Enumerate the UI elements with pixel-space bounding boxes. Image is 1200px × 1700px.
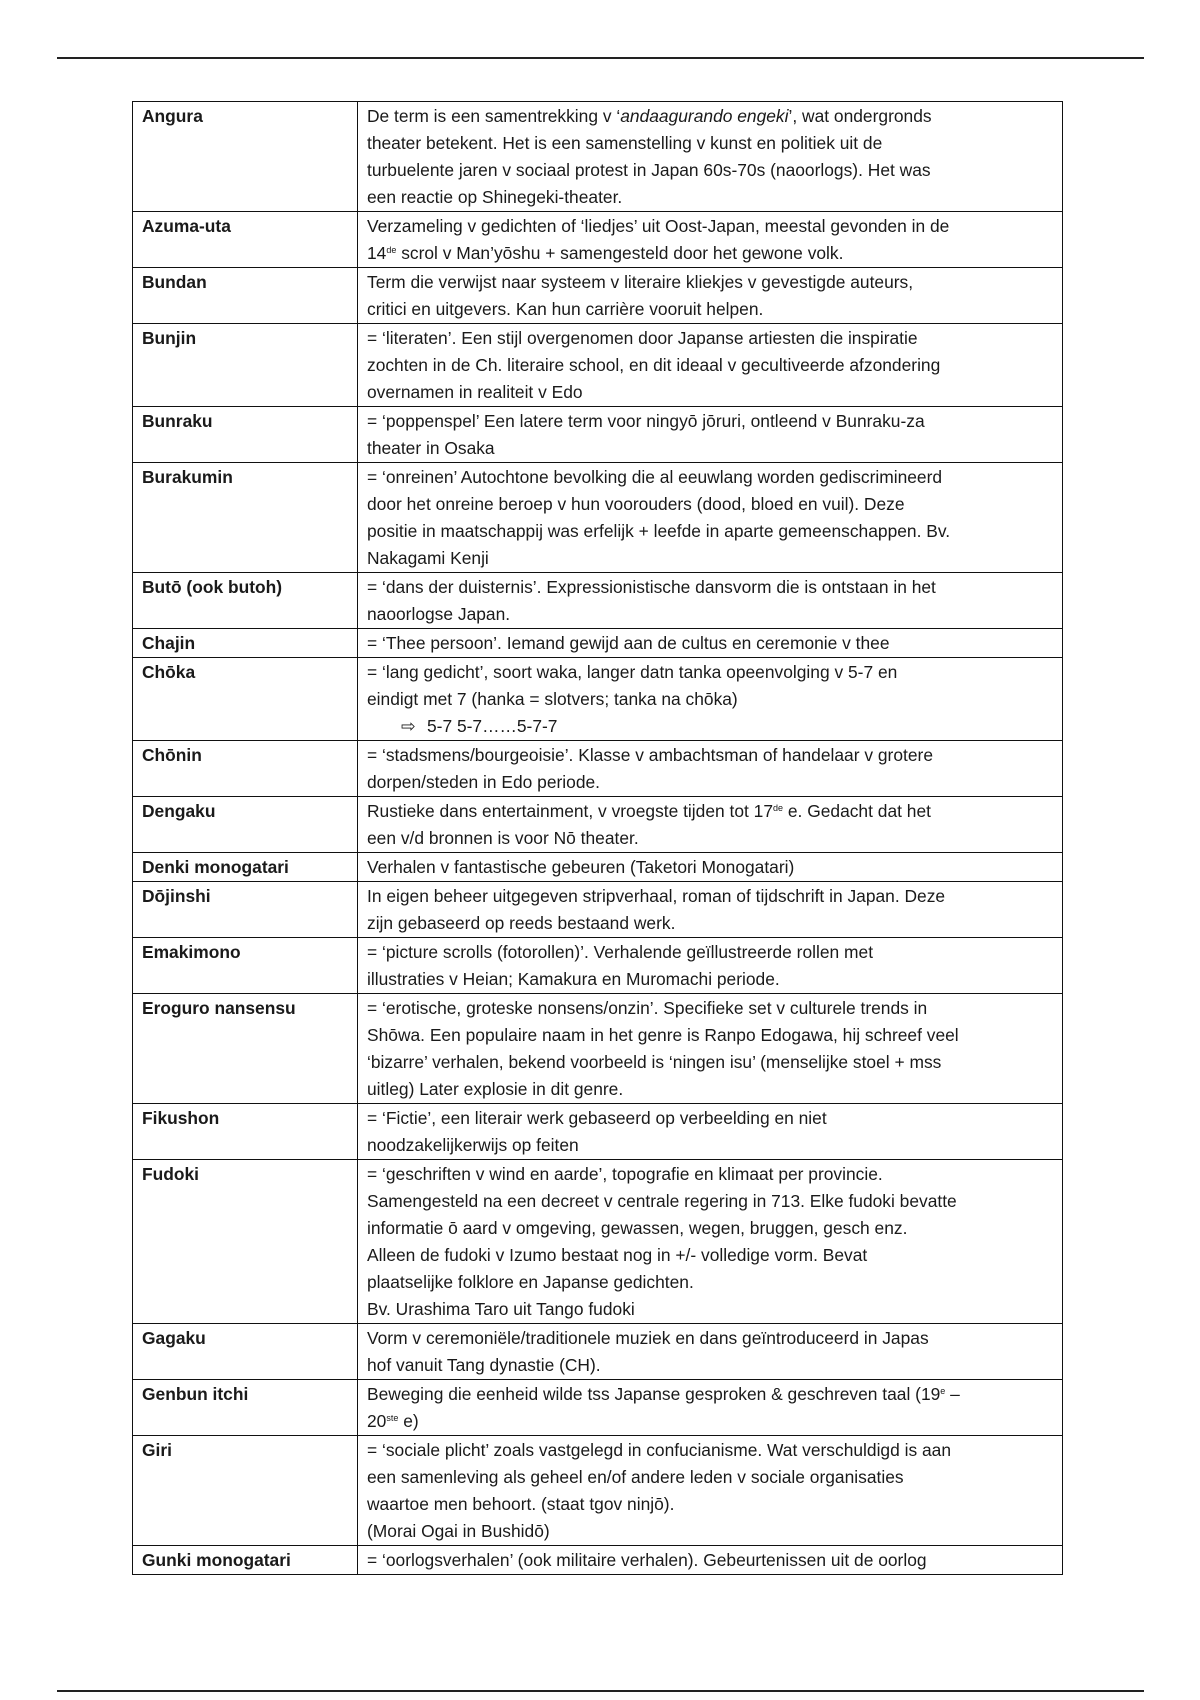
- definition-line: [367, 742, 1053, 769]
- glossary-term: Gunki monogatari: [133, 1546, 358, 1575]
- text-run: = ‘Thee persoon’. Iemand gewijd aan de cultus en ceremonie v thee: [367, 633, 890, 653]
- definition-line: [367, 1325, 1053, 1352]
- glossary-definition: [358, 102, 1063, 212]
- definition-line: [367, 1132, 1053, 1159]
- definition-line: [367, 213, 1053, 240]
- definition-line: [367, 1188, 1053, 1215]
- glossary-row: [133, 882, 1063, 938]
- glossary-definition: [358, 212, 1063, 268]
- glossary-definition: [358, 797, 1063, 853]
- text-run: zochten in de Ch. literaire school, en dit ideaal v gecultiveerde afzondering: [367, 355, 941, 375]
- text-run: uitleg) Later explosie in dit genre.: [367, 1079, 624, 1099]
- definition-line: [367, 240, 1053, 267]
- text-run: hof vanuit Tang dynastie (CH).: [367, 1355, 601, 1375]
- definition-line: [367, 825, 1053, 852]
- glossary-row: [133, 212, 1063, 268]
- text-run: = ‘picture scrolls (fotorollen)’. Verhalende geïllustreerde rollen met: [367, 942, 874, 962]
- glossary-term: Butō (ook butoh): [133, 573, 358, 629]
- glossary-definition: [358, 407, 1063, 463]
- definition-line: [367, 910, 1053, 937]
- glossary-definition: [358, 741, 1063, 797]
- definition-line: [367, 1464, 1053, 1491]
- text-run: theater betekent. Het is een samenstelling v kunst en politiek uit de: [367, 133, 883, 153]
- glossary-definition: [358, 658, 1063, 741]
- glossary-row: [133, 324, 1063, 407]
- definition-line: [367, 769, 1053, 796]
- ordinal-suffix: ste: [386, 1413, 399, 1423]
- definition-line: [367, 1049, 1053, 1076]
- glossary-term: Emakimono: [133, 938, 358, 994]
- definition-line: [367, 686, 1053, 713]
- text-run: = ‘geschriften v wind en aarde’, topografie en klimaat per provincie.: [367, 1164, 883, 1184]
- glossary-row: [133, 853, 1063, 882]
- definition-line: [367, 103, 1053, 130]
- definition-line: [367, 1105, 1053, 1132]
- glossary-term: Denki monogatari: [133, 853, 358, 882]
- text-run: noodzakelijkerwijs op feiten: [367, 1135, 579, 1155]
- glossary-row: [133, 938, 1063, 994]
- text-run: Nakagami Kenji: [367, 548, 489, 568]
- glossary-term: Bundan: [133, 268, 358, 324]
- definition-line: [367, 1161, 1053, 1188]
- text-run: = ‘oorlogsverhalen’ (ook militaire verhalen). Gebeurtenissen uit de oorlog: [367, 1550, 927, 1570]
- definition-line: [367, 713, 1053, 740]
- glossary-row: [133, 1104, 1063, 1160]
- text-run: een reactie op Shinegeki-theater.: [367, 187, 623, 207]
- text-run: = ‘stadsmens/bourgeoisie’. Klasse v ambachtsman of handelaar v grotere: [367, 745, 933, 765]
- text-run: Term die verwijst naar systeem v literaire kliekjes v gevestigde auteurs,: [367, 272, 914, 292]
- glossary-term: Angura: [133, 102, 358, 212]
- italic-term: andaagurando engeki: [620, 106, 789, 126]
- glossary-definition: [358, 882, 1063, 938]
- text-run: Verzameling v gedichten of ‘liedjes’ uit Oost-Japan, meestal gevonden in de: [367, 216, 950, 236]
- definition-line: [367, 1296, 1053, 1323]
- definition-line: [367, 798, 1053, 825]
- definition-line: [367, 630, 1053, 657]
- glossary-definition: [358, 1324, 1063, 1380]
- text-run: waartoe men behoort. (staat tgov ninjō).: [367, 1494, 675, 1514]
- text-run: ‘bizarre’ verhalen, bekend voorbeeld is ‘ningen isu’ (menselijke stoel + mss: [367, 1052, 942, 1072]
- definition-line: [367, 464, 1053, 491]
- text-run: 20: [367, 1411, 387, 1431]
- text-run: een samenleving als geheel en/of andere leden v sociale organisaties: [367, 1467, 904, 1487]
- glossary-term: Giri: [133, 1436, 358, 1546]
- text-run: eindigt met 7 (hanka = slotvers; tanka na chōka): [367, 689, 738, 709]
- glossary-definition: [358, 324, 1063, 407]
- glossary-row: [133, 463, 1063, 573]
- glossary-term: Chōka: [133, 658, 358, 741]
- glossary-definition: [358, 1380, 1063, 1436]
- glossary-definition: [358, 853, 1063, 882]
- definition-line: [367, 1242, 1053, 1269]
- glossary-term: Azuma-uta: [133, 212, 358, 268]
- definition-line: [367, 435, 1053, 462]
- definition-line: [367, 545, 1053, 572]
- text-run: naoorlogse Japan.: [367, 604, 511, 624]
- glossary-row: [133, 741, 1063, 797]
- definition-line: [367, 883, 1053, 910]
- definition-line: [367, 966, 1053, 993]
- definition-line: [367, 491, 1053, 518]
- ordinal-suffix: de: [386, 245, 397, 255]
- text-run: scrol v Man’yōshu + samengesteld door het gewone volk.: [396, 243, 844, 263]
- definition-line: [367, 296, 1053, 323]
- text-run: informatie ō aard v omgeving, gewassen, wegen, bruggen, gesch enz.: [367, 1218, 908, 1238]
- definition-line: [367, 601, 1053, 628]
- glossary-definition: [358, 268, 1063, 324]
- text-run: theater in Osaka: [367, 438, 495, 458]
- glossary-term: Dōjinshi: [133, 882, 358, 938]
- glossary-row: [133, 797, 1063, 853]
- definition-line: [367, 269, 1053, 296]
- text-run: ’, wat ondergronds: [788, 106, 932, 126]
- glossary-row: [133, 573, 1063, 629]
- definition-line: [367, 1269, 1053, 1296]
- text-run: In eigen beheer uitgegeven stripverhaal, roman of tijdschrift in Japan. Deze: [367, 886, 946, 906]
- glossary-row: [133, 268, 1063, 324]
- glossary-definition: [358, 938, 1063, 994]
- text-run: illustraties v Heian; Kamakura en Muromachi periode.: [367, 969, 780, 989]
- text-run: = ‘erotische, groteske nonsens/onzin’. Specifieke set v culturele trends in: [367, 998, 928, 1018]
- glossary-definition: [358, 463, 1063, 573]
- text-run: Bv. Urashima Taro uit Tango fudoki: [367, 1299, 635, 1319]
- definition-line: [367, 325, 1053, 352]
- glossary-term: Dengaku: [133, 797, 358, 853]
- glossary-term: Bunraku: [133, 407, 358, 463]
- glossary-term: Gagaku: [133, 1324, 358, 1380]
- text-run: zijn gebaseerd op reeds bestaand werk.: [367, 913, 676, 933]
- text-run: = ‘dans der duisternis’. Expressionistische dansvorm die is ontstaan in het: [367, 577, 936, 597]
- definition-line: [367, 130, 1053, 157]
- text-run: = ‘poppenspel’ Een latere term voor ningyō jōruri, ontleend v Bunraku-za: [367, 411, 925, 431]
- definition-line: [367, 574, 1053, 601]
- text-run: plaatselijke folklore en Japanse gedichten.: [367, 1272, 694, 1292]
- header-rule: [57, 57, 1144, 59]
- text-run: Vorm v ceremoniële/traditionele muziek en dans geïntroduceerd in Japas: [367, 1328, 929, 1348]
- text-run: critici en uitgevers. Kan hun carrière vooruit helpen.: [367, 299, 764, 319]
- arrow-icon: ⇨: [401, 716, 416, 736]
- glossary-definition: [358, 994, 1063, 1104]
- text-run: door het onreine beroep v hun voorouders (dood, bloed en vuil). Deze: [367, 494, 905, 514]
- text-run: Verhalen v fantastische gebeuren (Taketori Monogatari): [367, 857, 795, 877]
- glossary-term: Eroguro nansensu: [133, 994, 358, 1104]
- glossary-row: [133, 1436, 1063, 1546]
- text-run: = ‘lang gedicht’, soort waka, langer datn tanka opeenvolging v 5-7 en: [367, 662, 898, 682]
- definition-line: [367, 184, 1053, 211]
- glossary-row: [133, 407, 1063, 463]
- definition-line: [367, 518, 1053, 545]
- definition-line: [367, 408, 1053, 435]
- glossary-row: [133, 1546, 1063, 1575]
- definition-line: [367, 379, 1053, 406]
- definition-line: [367, 157, 1053, 184]
- definition-line: [367, 995, 1053, 1022]
- glossary-term: Bunjin: [133, 324, 358, 407]
- glossary-row: [133, 1160, 1063, 1324]
- text-run: De term is een samentrekking v ‘: [367, 106, 621, 126]
- definition-line: [367, 854, 1053, 881]
- glossary-definition: [358, 573, 1063, 629]
- text-run: = ‘sociale plicht’ zoals vastgelegd in confucianisme. Wat verschuldigd is aan: [367, 1440, 952, 1460]
- glossary-definition: [358, 1160, 1063, 1324]
- glossary-row: [133, 658, 1063, 741]
- text-run: = ‘onreinen’ Autochtone bevolking die al eeuwlang worden gediscrimineerd: [367, 467, 943, 487]
- text-run: Alleen de fudoki v Izumo bestaat nog in +/- volledige vorm. Bevat: [367, 1245, 868, 1265]
- text-run: overnamen in realiteit v Edo: [367, 382, 583, 402]
- text-run: Shōwa. Een populaire naam in het genre is Ranpo Edogawa, hij schreef veel: [367, 1025, 959, 1045]
- definition-line: [367, 1215, 1053, 1242]
- glossary-term: Fikushon: [133, 1104, 358, 1160]
- definition-line: [367, 1518, 1053, 1545]
- text-run: e): [398, 1411, 419, 1431]
- text-run: dorpen/steden in Edo periode.: [367, 772, 601, 792]
- ordinal-suffix: e: [940, 1386, 946, 1396]
- text-run: = ‘Fictie’, een literair werk gebaseerd op verbeelding en niet: [367, 1108, 827, 1128]
- text-run: Beweging die eenheid wilde tss Japanse gesproken & geschreven taal (19: [367, 1384, 941, 1404]
- text-run: = ‘literaten’. Een stijl overgenomen door Japanse artiesten die inspiratie: [367, 328, 918, 348]
- glossary-term: Burakumin: [133, 463, 358, 573]
- glossary-body: [133, 102, 1063, 1575]
- glossary-term: Chōnin: [133, 741, 358, 797]
- glossary-definition: [358, 1104, 1063, 1160]
- glossary-row: [133, 994, 1063, 1104]
- glossary-row: [133, 629, 1063, 658]
- glossary-row: [133, 102, 1063, 212]
- footer-rule: [57, 1690, 1144, 1692]
- definition-line: [367, 1076, 1053, 1103]
- text-run: Rustieke dans entertainment, v vroegste tijden tot 17: [367, 801, 774, 821]
- glossary-row: [133, 1324, 1063, 1380]
- definition-line: [367, 1022, 1053, 1049]
- text-run: e. Gedacht dat het: [783, 801, 931, 821]
- text-run: positie in maatschappij was erfelijk + leefde in aparte gemeenschappen. Bv.: [367, 521, 951, 541]
- glossary-definition: [358, 1436, 1063, 1546]
- glossary-row: [133, 1380, 1063, 1436]
- text-run: (Morai Ogai in Bushidō): [367, 1521, 550, 1541]
- text-run: turbuelente jaren v sociaal protest in Japan 60s-70s (naoorlogs). Het was: [367, 160, 931, 180]
- glossary-definition: [358, 1546, 1063, 1575]
- definition-line: [367, 1437, 1053, 1464]
- text-run: een v/d bronnen is voor Nō theater.: [367, 828, 639, 848]
- glossary-term: Chajin: [133, 629, 358, 658]
- definition-line: [367, 939, 1053, 966]
- definition-line: [367, 1381, 1053, 1408]
- text-run: Samengesteld na een decreet v centrale regering in 713. Elke fudoki bevatte: [367, 1191, 957, 1211]
- glossary-term: Genbun itchi: [133, 1380, 358, 1436]
- text-run: 5-7 5-7……5-7-7: [427, 716, 558, 736]
- definition-line: [367, 659, 1053, 686]
- definition-line: [367, 352, 1053, 379]
- definition-line: [367, 1547, 1053, 1574]
- definition-line: [367, 1408, 1053, 1435]
- definition-line: [367, 1491, 1053, 1518]
- ordinal-suffix: de: [773, 803, 784, 813]
- text-run: –: [945, 1384, 960, 1404]
- text-run: 14: [367, 243, 387, 263]
- definition-line: [367, 1352, 1053, 1379]
- glossary-table: [132, 101, 1063, 1575]
- glossary-definition: [358, 629, 1063, 658]
- glossary-term: Fudoki: [133, 1160, 358, 1324]
